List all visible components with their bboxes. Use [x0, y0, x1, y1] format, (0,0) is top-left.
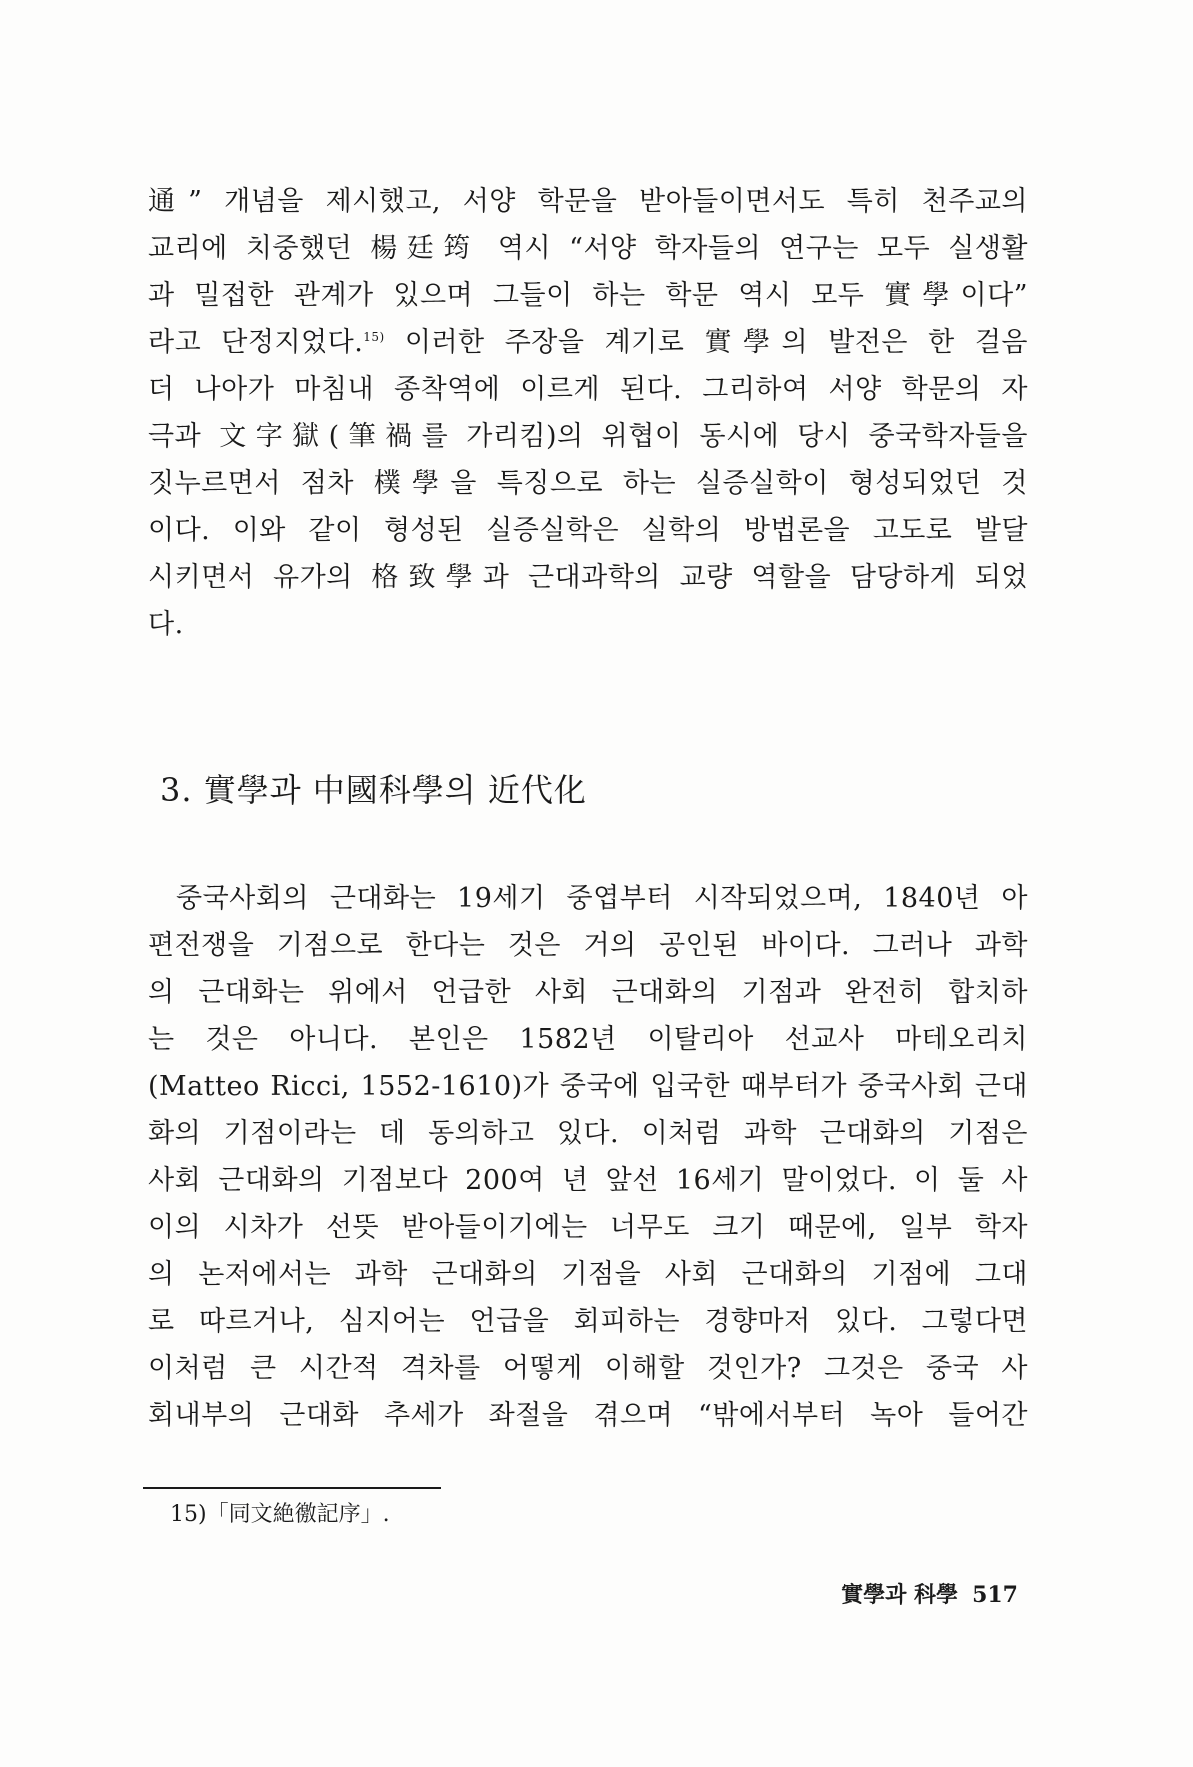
paragraph-line: 다. [148, 609, 184, 640]
line-tail: 이러한 주장을 계기로 實學의 발전은 한 걸음 [384, 327, 1028, 358]
paragraph-line: 교리에 치중했던 楊廷筠 역시 “서양 학자들의 연구는 모두 실생활 [148, 233, 1028, 264]
paragraph-line: 시키면서 유가의 格致學과 근대과학의 교량 역할을 담당하게 되었 [148, 562, 1028, 593]
paragraph-line: 화의 기점이라는 데 동의하고 있다. 이처럼 과학 근대화의 기점은 [148, 1118, 1028, 1149]
paragraph-2 [148, 875, 1028, 1439]
paragraph-line: 이처럼 큰 시간적 격차를 어떻게 이해할 것인가? 그것은 중국 사 [148, 1353, 1028, 1384]
section-heading [160, 770, 587, 810]
line-head: 라고 단정지었다. [148, 327, 364, 358]
paragraph-line: 더 나아가 마침내 종착역에 이르게 된다. 그리하여 서양 학문의 자 [148, 374, 1028, 405]
paragraph-line-with-footnote [148, 319, 1028, 366]
section-number: 3. [160, 771, 193, 809]
running-footer [841, 1580, 1018, 1610]
paragraph-1 [148, 178, 1028, 648]
section-title: 實學과 中國科學의 近代化 [203, 771, 587, 809]
paragraph-line: 通” 개념을 제시했고, 서양 학문을 받아들이면서도 특히 천주교의 [148, 186, 1028, 217]
page-number: 517 [972, 1582, 1018, 1608]
footnote: 15)「同文絶徼記序」. [170, 1502, 390, 1527]
running-title: 實學과 科學 [841, 1582, 959, 1608]
paragraph-line: 편전쟁을 기점으로 한다는 것은 거의 공인된 바이다. 그러나 과학 [148, 930, 1028, 961]
paragraph-line: 로 따르거나, 심지어는 언급을 회피하는 경향마저 있다. 그렇다면 [148, 1306, 1028, 1337]
paragraph-line: 의 논저에서는 과학 근대화의 기점을 사회 근대화의 기점에 그대 [148, 1259, 1028, 1290]
paragraph-line: 과 밀접한 관계가 있으며 그들이 하는 학문 역시 모두 實學이다” [148, 280, 1028, 311]
paragraph-line: 이의 시차가 선뜻 받아들이기에는 너무도 크기 때문에, 일부 학자 [148, 1212, 1028, 1243]
paragraph-line: 사회 근대화의 기점보다 200여 년 앞선 16세기 말이었다. 이 둘 사 [148, 1165, 1028, 1196]
paragraph-line: 극과 文字獄(筆禍를 가리킴)의 위협이 동시에 당시 중국학자들을 [148, 421, 1028, 452]
paragraph-line: (Matteo Ricci, 1552-1610)가 중국에 입국한 때부터가 중국사회 근대 [148, 1071, 1028, 1102]
paragraph-line: 짓누르면서 점차 樸學을 특징으로 하는 실증실학이 형성되었던 것 [148, 468, 1028, 499]
paragraph-line: 는 것은 아니다. 본인은 1582년 이탈리아 선교사 마테오리치 [148, 1024, 1028, 1055]
footnote-divider [143, 1487, 441, 1489]
paragraph-line: 의 근대화는 위에서 언급한 사회 근대화의 기점과 완전히 합치하 [148, 977, 1028, 1008]
paragraph-line: 회내부의 근대화 추세가 좌절을 겪으며 “밖에서부터 녹아 들어간 [148, 1400, 1028, 1431]
footnote-reference: 15) [363, 330, 385, 344]
paragraph-line: 중국사회의 근대화는 19세기 중엽부터 시작되었으며, 1840년 아 [176, 883, 1028, 914]
paragraph-line: 이다. 이와 같이 형성된 실증실학은 실학의 방법론을 고도로 발달 [148, 515, 1028, 546]
